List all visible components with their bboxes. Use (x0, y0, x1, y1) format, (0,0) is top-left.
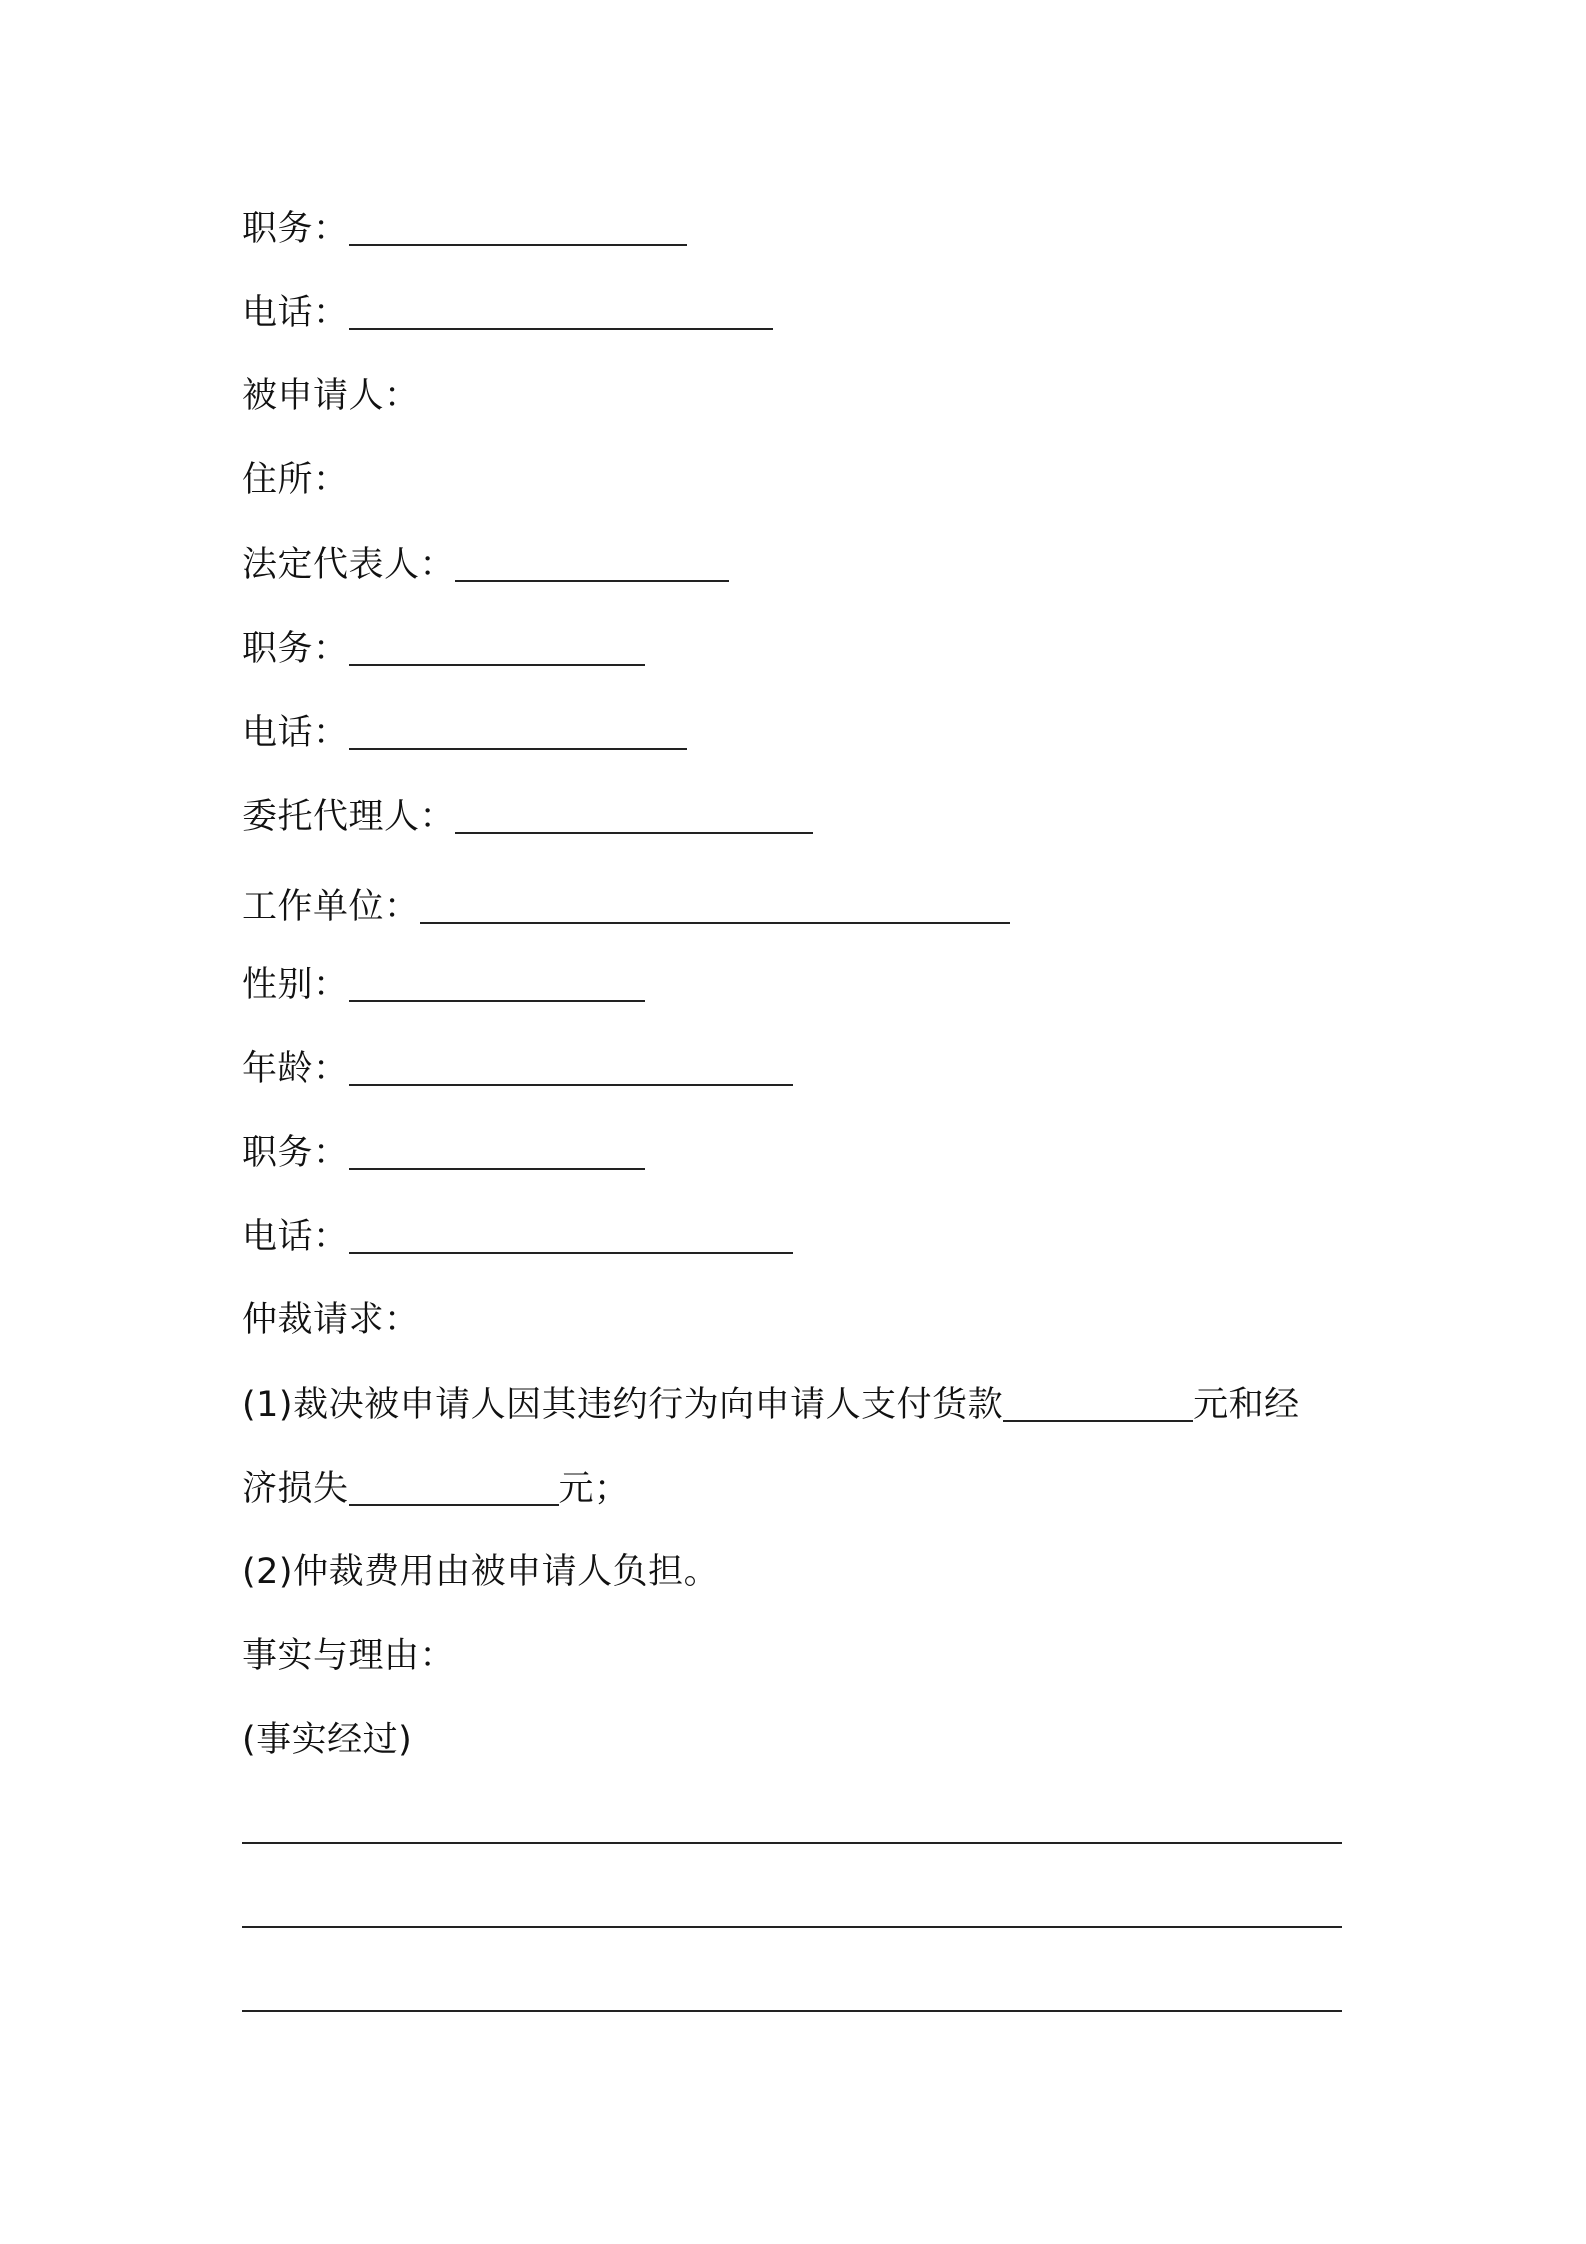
applicant-phone-label: 电话： (242, 293, 349, 333)
claim-1-text-c: 济损失 (242, 1469, 349, 1509)
facts-heading (242, 1632, 455, 1680)
phone-row-1 (242, 708, 687, 757)
applicant-phone-row (242, 288, 773, 337)
phone-blank-2[interactable] (349, 1212, 793, 1254)
claim-1-text-a: (1)裁决被申请人因其违约行为向申请人支付货款 (242, 1385, 1004, 1425)
legal-rep-label: 法定代表人： (242, 545, 456, 585)
residence-label: 住所： (242, 460, 349, 500)
position-label-2: 职务： (242, 1133, 349, 1173)
gender-blank[interactable] (349, 960, 645, 1002)
applicant-position-blank[interactable] (349, 204, 687, 246)
position-blank-1[interactable] (349, 624, 645, 666)
agent-label: 委托代理人： (242, 797, 456, 837)
respondent-heading (242, 372, 420, 420)
facts-subheading (242, 1716, 412, 1764)
position-row-1 (242, 624, 645, 673)
phone-label-2: 电话： (242, 1217, 349, 1257)
age-label: 年龄： (242, 1049, 349, 1089)
position-blank-2[interactable] (349, 1128, 645, 1170)
phone-label-1: 电话： (242, 713, 349, 753)
position-label-1: 职务： (242, 629, 349, 669)
facts-blank-line-3[interactable] (242, 2010, 1342, 2012)
facts-blank-line-1[interactable] (242, 1842, 1342, 1844)
facts-subheading-label: (事实经过) (242, 1720, 413, 1760)
claim-1-row-a (242, 1380, 1300, 1429)
claim-2-text: (2)仲裁费用由被申请人负担。 (242, 1552, 720, 1592)
loss-amount-blank[interactable] (349, 1464, 559, 1506)
legal-rep-blank[interactable] (455, 540, 729, 582)
applicant-position-row (242, 204, 687, 253)
position-row-2 (242, 1128, 645, 1177)
applicant-phone-blank[interactable] (349, 288, 773, 330)
claim-1-row-b (242, 1464, 630, 1513)
claims-heading (242, 1296, 420, 1344)
payment-amount-blank[interactable] (1003, 1380, 1193, 1422)
legal-rep-row (242, 540, 729, 589)
facts-heading-label: 事实与理由： (242, 1636, 456, 1676)
claim-1-text-b: 元和经 (1193, 1385, 1300, 1425)
residence-row (242, 456, 349, 504)
age-blank[interactable] (349, 1044, 793, 1086)
gender-row (242, 960, 645, 1009)
facts-blank-line-2[interactable] (242, 1926, 1342, 1928)
respondent-label: 被申请人： (242, 376, 420, 416)
agent-blank[interactable] (455, 792, 813, 834)
workplace-label: 工作单位： (242, 887, 420, 927)
agent-row (242, 792, 813, 841)
claim-1-text-d: 元； (558, 1469, 630, 1509)
phone-row-2 (242, 1212, 793, 1261)
claim-2-row (242, 1548, 719, 1596)
workplace-row (242, 882, 1010, 931)
workplace-blank[interactable] (420, 882, 1010, 924)
phone-blank-1[interactable] (349, 708, 687, 750)
gender-label: 性别： (242, 965, 349, 1005)
applicant-position-label: 职务： (242, 209, 349, 249)
claims-heading-label: 仲裁请求： (242, 1300, 420, 1340)
age-row (242, 1044, 793, 1093)
